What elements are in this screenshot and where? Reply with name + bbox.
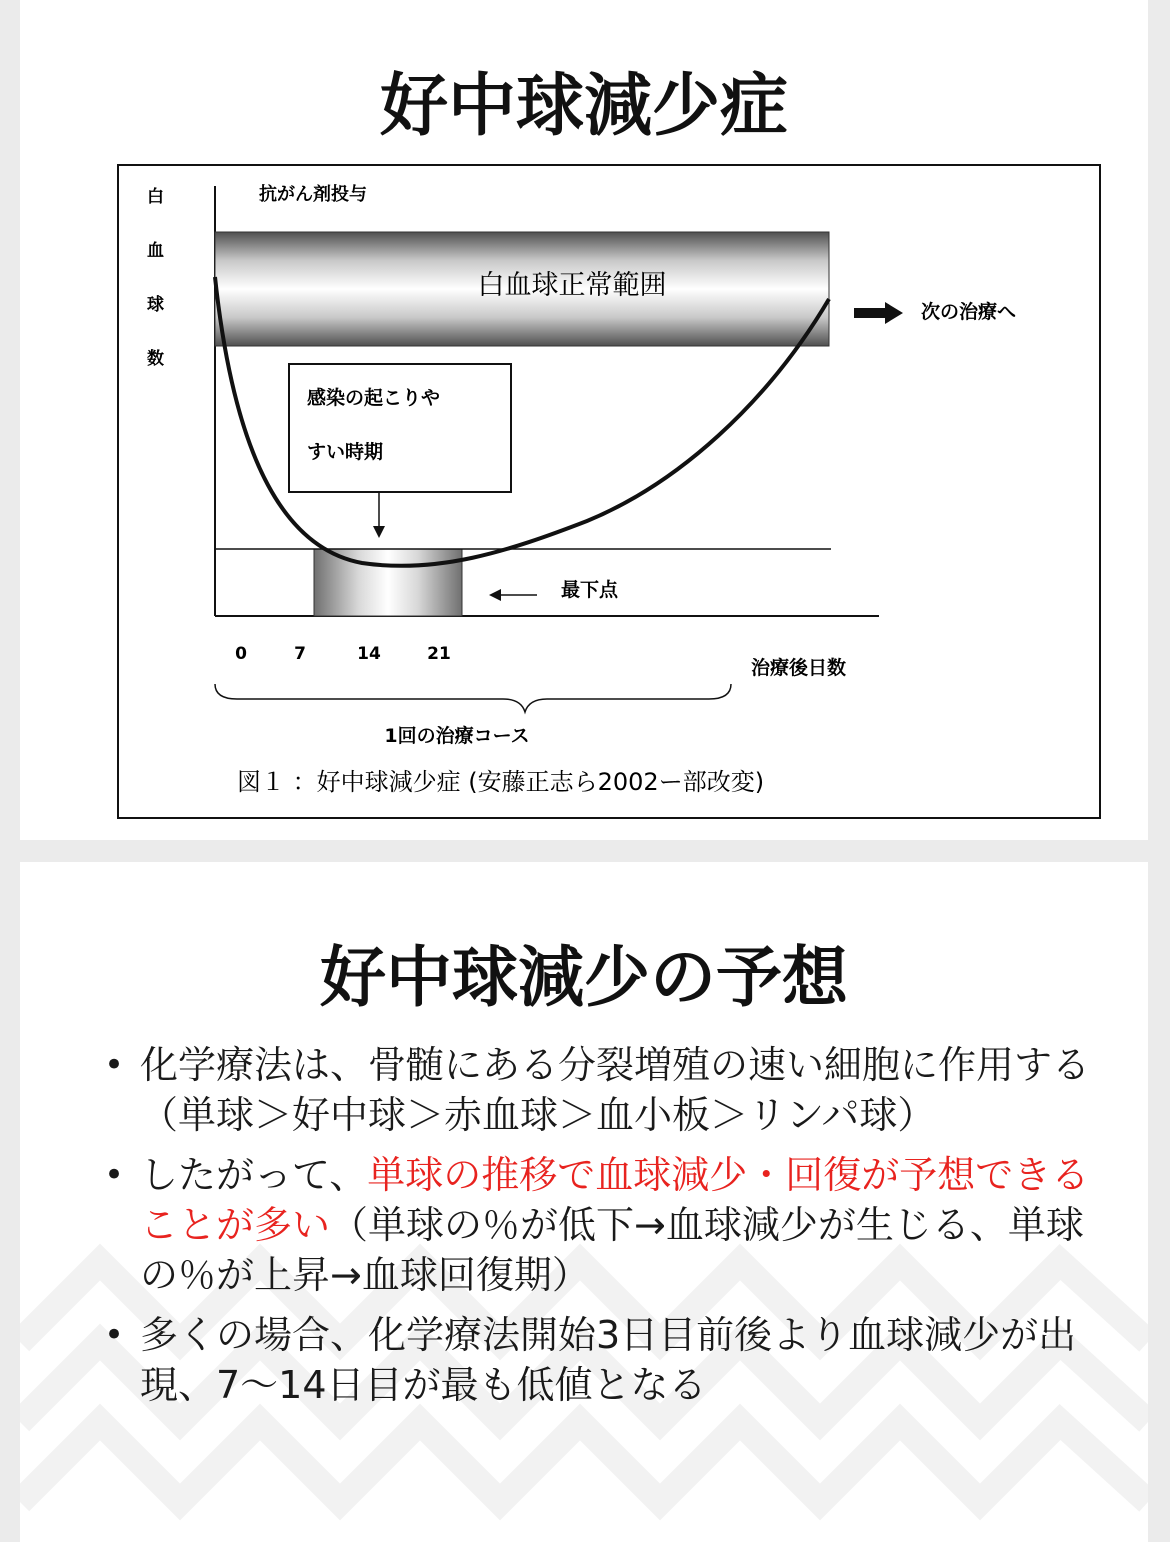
drug-administration-label: 抗がん剤投与 (259, 184, 367, 205)
bullet-marker: • (104, 1045, 125, 1085)
figure-caption: 図１ ：好中球減少症 (安藤正志ら2002ー部改変) (237, 768, 765, 796)
bullet-text-suffix: （単球の％が低下→血球減少が生じる、単球の％が上昇→血球回復期） (140, 1203, 1084, 1297)
y-axis-char: 球 (147, 295, 164, 315)
y-axis-char: 数 (147, 349, 164, 369)
bullet-item (100, 1310, 1120, 1410)
y-axis-char: 白 (147, 187, 164, 207)
x-tick-label: 7 (294, 644, 306, 664)
bullet-list (100, 1040, 1120, 1420)
slide-neutropenia (20, 0, 1148, 840)
infection-period-box (289, 364, 511, 492)
nadir-region (314, 549, 462, 616)
neutropenia-figure (117, 164, 1101, 820)
bullet-text: 多くの場合、化学療法開始3日目前後より血球減少が出現、7〜14日目が最も低値となる (140, 1313, 1077, 1407)
slide-neutropenia-prediction (20, 862, 1148, 1542)
nadir-label: 最下点 (561, 579, 619, 601)
course-label: 1回の治療コース (384, 725, 530, 747)
bullet-text-highlight: 単球の推移で血球減少・回復が予想できることが多い (140, 1153, 1090, 1247)
x-tick-label: 14 (357, 644, 381, 664)
x-tick-label: 21 (427, 644, 451, 664)
bullet-text: 化学療法は、骨髄にある分裂増殖の速い細胞に作用する（単球＞好中球＞赤血球＞血小板＞リンパ球） (140, 1043, 1091, 1137)
y-axis-char: 血 (147, 241, 164, 261)
x-tick-label: 0 (235, 644, 247, 664)
bullet-marker: • (104, 1155, 125, 1195)
bullet-item (100, 1150, 1120, 1300)
bullet-text-prefix: したがって、 (140, 1153, 368, 1197)
slide-title: 好中球減少の予想 (320, 939, 848, 1016)
infection-box-line: 感染の起こりや (307, 387, 441, 409)
bullet-item (100, 1040, 1120, 1140)
infection-box-line: すい時期 (307, 441, 384, 463)
next-treatment-label: 次の治療へ (921, 301, 1017, 323)
slide-title: 好中球減少症 (379, 67, 788, 146)
x-axis-label: 治療後日数 (751, 657, 847, 679)
bullet-marker: • (104, 1315, 125, 1355)
normal-range-label: 白血球正常範囲 (477, 270, 667, 301)
